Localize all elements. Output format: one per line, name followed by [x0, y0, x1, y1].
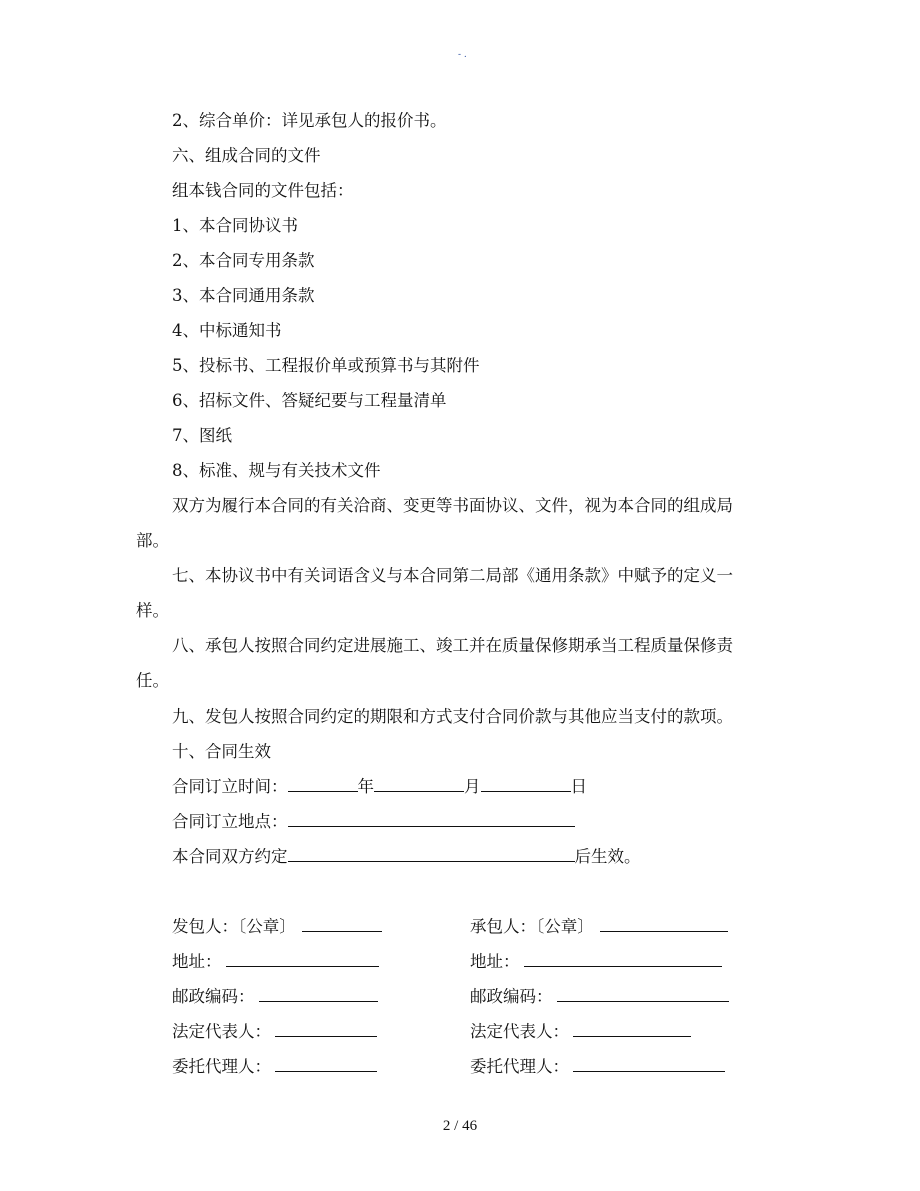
document-item-8: 8、标准、规与有关技术文件: [172, 461, 381, 480]
contractor-address-blank[interactable]: [524, 952, 722, 967]
document-item-2: 2、本合同专用条款: [172, 251, 315, 270]
contractor-agent-label: 委托代理人：: [470, 1057, 569, 1076]
contractor-agent-blank[interactable]: [573, 1057, 725, 1072]
documents-intro: 组本钱合同的文件包括：: [172, 181, 354, 200]
sign-date-label: 合同订立时间：: [172, 777, 288, 796]
sign-place-blank[interactable]: [288, 812, 575, 827]
sign-place-label: 合同订立地点：: [172, 812, 288, 831]
employer-postcode-row: [172, 986, 378, 1008]
contractor-legal-rep-label: 法定代表人：: [470, 1022, 569, 1041]
employer-agent-label: 委托代理人：: [172, 1057, 271, 1076]
document-item-1: 1、本合同协议书: [172, 216, 298, 235]
contractor-label: 承包人：〔公章〕: [470, 917, 594, 936]
contractor-postcode-blank[interactable]: [557, 987, 729, 1002]
section-seven: 七、本协议书中有关词语含义与本合同第二局部《通用条款》中赋予的定义一: [172, 566, 733, 585]
section-ten-heading: 十、合同生效: [172, 742, 271, 761]
document-item-4: 4、中标通知书: [172, 321, 282, 340]
employer-legal-rep-label: 法定代表人：: [172, 1022, 271, 1041]
contractor-row: [470, 916, 728, 938]
sign-date-row: [172, 776, 587, 798]
effective-row: [172, 846, 641, 868]
effective-label: 本合同双方约定: [172, 847, 288, 866]
year-blank[interactable]: [288, 777, 358, 792]
day-label: 日: [570, 777, 587, 796]
paragraph-amendments: 双方为履行本合同的有关洽商、变更等书面协议、文件，视为本合同的组成局: [172, 496, 733, 515]
employer-label: 发包人：〔公章〕: [172, 917, 296, 936]
clause-unit-price: 2、综合单价：详见承包人的报价书。: [172, 111, 447, 130]
header-mark: - .: [458, 50, 467, 60]
sign-place-row: [172, 811, 575, 833]
employer-address-blank[interactable]: [226, 952, 379, 967]
section-seven-cont: 样。: [136, 601, 169, 620]
document-item-6: 6、招标文件、答疑纪要与工程量清单: [172, 391, 447, 410]
section-six-heading: 六、组成合同的文件: [172, 146, 321, 165]
contractor-agent-row: [470, 1056, 725, 1078]
employer-address-label: 地址：: [172, 952, 222, 971]
employer-legal-rep-blank[interactable]: [275, 1022, 377, 1037]
employer-row: [172, 916, 382, 938]
employer-postcode-label: 邮政编码：: [172, 987, 255, 1006]
employer-postcode-blank[interactable]: [259, 987, 378, 1002]
contractor-postcode-row: [470, 986, 729, 1008]
section-eight: 八、承包人按照合同约定进展施工、竣工并在质量保修期承当工程质量保修责: [172, 636, 733, 655]
employer-legal-rep-row: [172, 1021, 377, 1043]
effective-blank[interactable]: [288, 847, 575, 862]
day-blank[interactable]: [481, 777, 571, 792]
employer-address-row: [172, 951, 379, 973]
document-item-3: 3、本合同通用条款: [172, 286, 315, 305]
paragraph-amendments-cont: 部。: [136, 531, 169, 550]
contractor-legal-rep-blank[interactable]: [573, 1022, 691, 1037]
section-nine: 九、发包人按照合同约定的期限和方式支付合同价款与其他应当支付的款项。: [172, 707, 733, 726]
contractor-address-label: 地址：: [470, 952, 520, 971]
effective-suffix: 后生效。: [574, 847, 641, 866]
document-item-7: 7、图纸: [172, 426, 232, 445]
page-number: 2 / 46: [442, 1118, 478, 1134]
contractor-legal-rep-row: [470, 1021, 691, 1043]
section-eight-cont: 任。: [136, 671, 169, 690]
employer-blank[interactable]: [302, 917, 382, 932]
month-label: 月: [464, 777, 481, 796]
contractor-blank[interactable]: [600, 917, 728, 932]
contractor-postcode-label: 邮政编码：: [470, 987, 553, 1006]
year-label: 年: [357, 777, 374, 796]
month-blank[interactable]: [374, 777, 464, 792]
document-item-5: 5、投标书、工程报价单或预算书与其附件: [172, 356, 480, 375]
contractor-address-row: [470, 951, 722, 973]
employer-agent-blank[interactable]: [275, 1057, 377, 1072]
employer-agent-row: [172, 1056, 377, 1078]
